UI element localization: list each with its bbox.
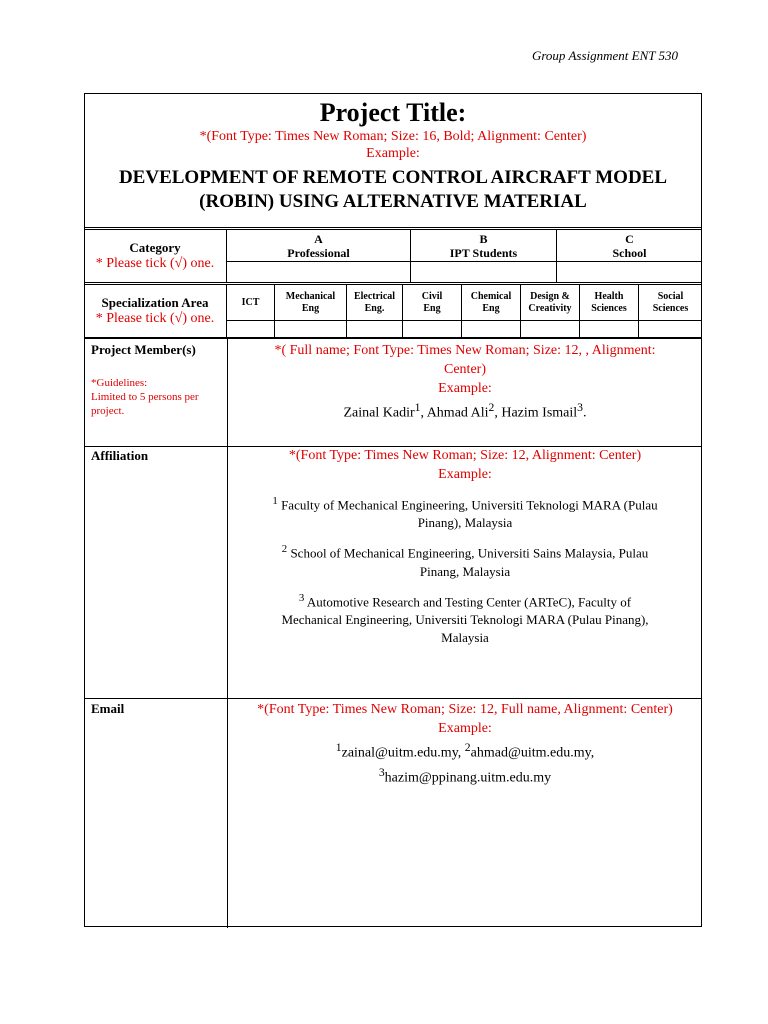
tick-box-chemical[interactable]	[462, 321, 521, 338]
area-health	[580, 285, 639, 321]
member-sup: 3	[577, 401, 583, 414]
affiliation-2	[228, 540, 702, 580]
tick-box-mechanical[interactable]	[275, 321, 347, 338]
affiliation-text: Malaysia	[441, 629, 489, 645]
email-sup: 2	[464, 741, 471, 754]
affiliation-text: Mechanical Engineering, Universiti Teknologi MARA (Pulau Pinang),	[281, 611, 649, 627]
email-address: hazim@ppinang.uitm.edu.my	[384, 770, 552, 786]
members-example-names	[228, 398, 702, 423]
affiliation-text: Faculty of Mechanical Engineering, Universiti Teknologi MARA (Pulau	[277, 497, 658, 513]
area-name: Chemical	[470, 290, 512, 302]
affiliation-3	[228, 589, 702, 647]
affiliation-1	[228, 492, 702, 532]
email-content	[228, 700, 702, 787]
category-option-letter: C	[625, 231, 634, 246]
tick-box-social[interactable]	[639, 321, 703, 338]
members-font-note: *( Full name; Font Type: Times New Roman; Size: 12, , Alignment:	[274, 343, 656, 358]
email-address: ahmad@uitm.edu.my,	[470, 745, 595, 761]
area-name-line-2: Eng	[301, 302, 320, 314]
example-title-line-1: DEVELOPMENT OF REMOTE CONTROL AIRCRAFT MODEL	[118, 167, 668, 188]
category-label: Category	[129, 240, 181, 255]
guidelines-heading: *Guidelines:	[91, 377, 148, 389]
area-name-line-2: Eng	[423, 302, 441, 314]
area-name-line-2: Eng	[482, 302, 500, 314]
affiliation-sup: 3	[298, 591, 305, 604]
email-sup: 1	[335, 741, 342, 754]
email-font-note: *(Font Type: Times New Roman; Size: 12, Full name, Alignment: Center)	[257, 702, 673, 717]
email-example-line-1	[228, 738, 702, 763]
specialization-label: Specialization Area	[101, 295, 209, 310]
affiliation-example-label: Example:	[438, 467, 492, 482]
area-civil	[403, 285, 462, 321]
category-option-a	[227, 230, 411, 262]
area-name-line-2: Eng.	[364, 302, 385, 314]
affiliation-font-note: *(Font Type: Times New Roman; Size: 12, Alignment: Center)	[288, 448, 642, 463]
members-content	[228, 341, 702, 423]
title-block	[85, 94, 701, 228]
area-electrical	[347, 285, 403, 321]
area-mechanical	[275, 285, 347, 321]
tick-box-health[interactable]	[580, 321, 639, 338]
project-title-heading: Project Title:	[319, 98, 467, 127]
category-option-c	[557, 230, 703, 262]
area-name: ICT	[241, 296, 260, 308]
member-name: Zainal Kadir	[343, 405, 415, 421]
category-option-name: IPT Students	[449, 245, 518, 260]
members-example-label: Example:	[438, 381, 492, 396]
category-option-letter: A	[314, 231, 323, 246]
area-name: Social	[657, 290, 684, 302]
category-option-name: Professional	[287, 245, 350, 260]
category-table	[84, 229, 702, 283]
example-title-line-2: (ROBIN) USING ALTERNATIVE MATERIAL	[199, 191, 587, 212]
area-name: Mechanical	[285, 290, 336, 302]
members-label: Project Member(s)	[91, 342, 196, 357]
affiliation-content	[228, 446, 702, 647]
email-address: zainal@uitm.edu.my,	[341, 745, 465, 761]
tick-box-civil[interactable]	[403, 321, 462, 338]
specialization-tick-note: * Please tick (√) one.	[95, 311, 215, 326]
area-ict	[227, 285, 275, 321]
area-chemical	[462, 285, 521, 321]
members-guidelines	[91, 376, 231, 418]
members-font-note-cont: Center)	[444, 362, 486, 377]
affiliation-text: Automotive Research and Testing Center (ARTeC), Faculty of	[304, 593, 632, 609]
area-name: Electrical	[353, 290, 396, 302]
specialization-label-cell	[84, 285, 227, 338]
guidelines-text: Limited to 5 persons per project.	[91, 391, 199, 417]
member-sup: 1	[414, 401, 421, 414]
page-header: Group Assignment ENT 530	[531, 48, 678, 63]
title-example-label: Example:	[366, 146, 420, 161]
member-name: , Hazim Ismail	[494, 405, 578, 421]
area-name: Civil	[421, 290, 443, 302]
area-name: Health	[594, 290, 624, 302]
affiliation-text: Pinang, Malaysia	[419, 563, 511, 579]
tick-box-design[interactable]	[521, 321, 580, 338]
category-option-letter: B	[479, 231, 488, 246]
affiliation-sup: 1	[272, 495, 278, 507]
affiliation-label: Affiliation	[91, 448, 149, 463]
category-tick-note: * Please tick (√) one.	[95, 256, 215, 271]
tick-box-ict[interactable]	[227, 321, 275, 338]
area-name: Design &	[530, 290, 570, 302]
title-font-note: *(Font Type: Times New Roman; Size: 16, Bold; Alignment: Center)	[199, 129, 587, 144]
member-name: , Ahmad Ali	[420, 405, 489, 421]
category-label-cell	[84, 230, 227, 283]
affiliation-text: Pinang), Malaysia	[417, 515, 513, 531]
email-label: Email	[91, 701, 125, 716]
area-name-line-2: Creativity	[528, 302, 572, 314]
email-example-line-2	[228, 763, 702, 788]
area-design	[521, 285, 580, 321]
email-sup: 3	[378, 765, 385, 779]
category-option-name: School	[612, 245, 647, 260]
category-option-b	[411, 230, 557, 262]
specialization-table	[84, 284, 702, 338]
members-top-border	[85, 338, 701, 339]
tick-box-a[interactable]	[227, 262, 411, 283]
tick-box-b[interactable]	[411, 262, 557, 283]
affiliation-sup: 2	[281, 543, 288, 556]
email-example-label: Example:	[438, 721, 492, 736]
affiliation-text: School of Mechanical Engineering, Universiti Sains Malaysia, Pulau	[287, 545, 649, 561]
project-form	[84, 93, 702, 927]
member-end: .	[583, 405, 587, 421]
area-name-line-2: Sciences	[652, 302, 689, 314]
area-social	[639, 285, 703, 321]
area-name-line-2: Sciences	[591, 302, 627, 314]
tick-box-c[interactable]	[557, 262, 703, 283]
tick-box-electrical[interactable]	[347, 321, 403, 338]
email-top-border	[85, 698, 701, 699]
member-sup: 2	[488, 401, 495, 414]
